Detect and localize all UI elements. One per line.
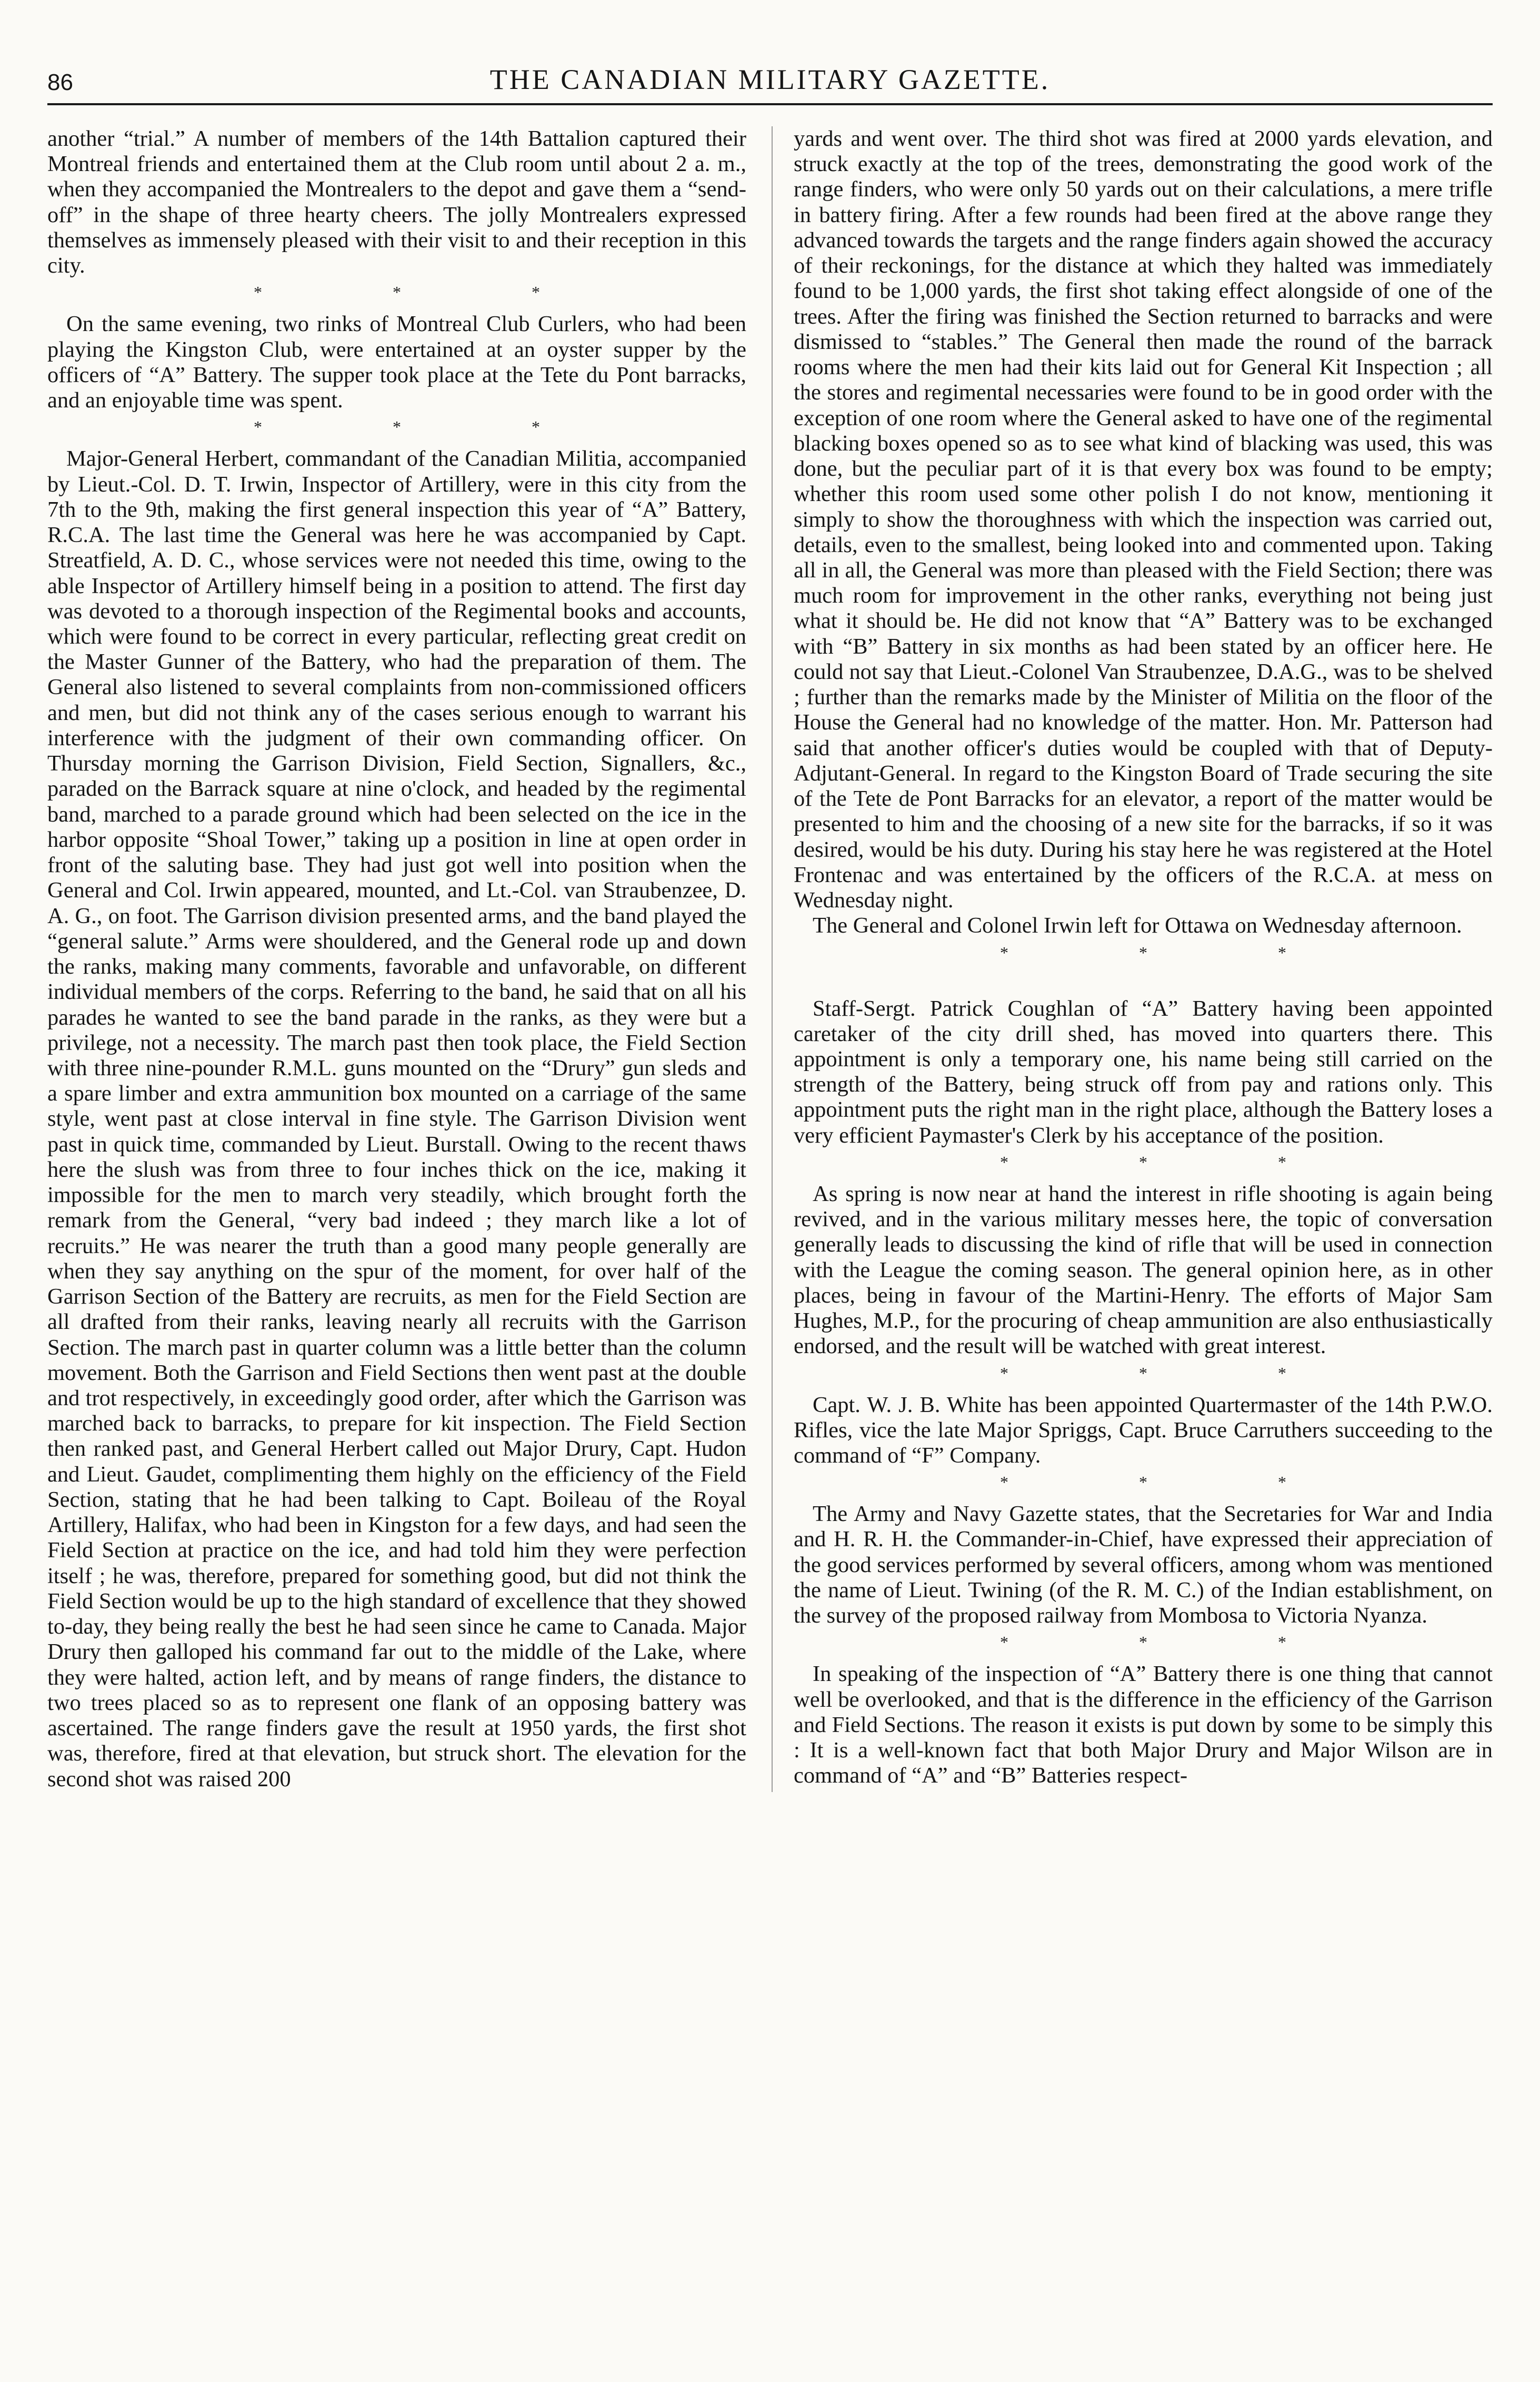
spacer [794, 972, 1493, 996]
section-separator: * * * [1000, 1473, 1349, 1492]
right-column [772, 126, 1493, 1792]
left-column [47, 126, 746, 1792]
paragraph-general-herbert-inspection: Major-General Herbert, commandant of the Canadian Militia, accompanied by Lieut.-Col. D. T. Irwin, Inspector of Artillery, were in this city from the 7th to the 9th, making the first general inspection this year of “A” Battery, R.C.A. The last time the General was here he was accompanied by Capt. Streatfield, A. D. C., whose services were not needed this time, owing to the able Inspector of Artillery himself being in a position to attend. The first day was devoted to a thorough inspection of the Regimental books and accounts, which were found to be correct in every particular, reflecting great credit on the Master Gunner of the Battery, who had the preparation of them. The General also listened to several complaints from non-commissioned officers and men, but did not think any of the cases serious enough to warrant his interference with the judgment of their own commanding officer. On Thursday morning the Garrison Division, Field Section, Signallers, &c., paraded on the Barrack square at nine o'clock, and headed by the regimental band, marched to a parade ground which had been selected on the ice in the harbor opposite “Shoal Tower,” taking up a position in line at open order in front of the saluting base. They had just got well into position when the General and Col. Irwin appeared, mounted, and Lt.-Col. van Straubenzee, D. A. G., on foot. The Garrison division presented arms, and the band played the “general salute.” Arms were shouldered, and the General rode up and down the ranks, making many comments, favorable and unfavorable, on different individual members of the corps. Referring to the band, he said that on all his parades he wanted to see the band parade in the ranks, as they were but a privilege, not a necessity. The march past then took place, the Field Section with three nine-pounder R.M.L. guns mounted on the “Drury” gun sleds and a spare limber and extra ammunition box mounted on a carriage of the same style, went past at close interval in fine style. The Garrison Division went past in quick time, commanded by Lieut. Burstall. Owing to the recent thaws here the slush was from three to four inches thick on the ice, making it impossible for the men to march very steadily, which brought forth the remark from the General, “very bad indeed ; they march like a lot of recruits.” He was nearer the truth than a good many people generally are when they say anything on the spur of the moment, for over half of the Garrison Section of the Battery are recruits, as men for the Field Section are all drafted from their ranks, leaving nearly all recruits with the Garrison Section. The march past in quarter column was a little better than the column movement. Both the Garrison and Field Sections then went past at the double and trot respectively, in exceedingly good order, after which the Garrison was marched back to barracks, to prepare for kit inspection. The Field Section then ranked past, and General Herbert called out Major Drury, Capt. Hudon and Lieut. Gaudet, complimenting them highly on the efficiency of the Field Section, stating that he had been talking to Capt. Boileau of the Royal Artillery, Halifax, who had been in Kingston for a few days, and had seen the Field Section at practice on the ice, and had told him they were perfection itself ; he was, therefore, prepared for something good, but did not think the Field Section would be up to the high standard of excellence that they showed to-day, they being really the best he had seen since he came to Canada. Major Drury then galloped his command far out to the middle of the Lake, where they were halted, action left, and by means of range finders, the distance to two trees placed so as to represent one flank of an opposing battery was ascertained. The range finders gave the result at 1950 yards, the first shot was, therefore, fired at that elevation, but struck short. The elevation for the second shot was raised 200 [47, 446, 746, 1791]
paragraph-army-navy-gazette: The Army and Navy Gazette states, that the Secretaries for War and India and H. R. H. the Commander-in-Chief, have expressed their appreciation of the good services performed by several officers, among whom was mentioned the name of Lieut. Twining (of the R. M. C.) of the Indian establishment, on the survey of the proposed railway from Mombosa to Victoria Nyanza. [794, 1502, 1493, 1628]
paragraph-rifle-shooting: As spring is now near at hand the interest in rifle shooting is again being revived, and in the various military messes here, the topic of conversation generally leads to discussing the kind of rifle that will be used in connection with the League the coming season. The general opinion here, as in other places, being in favour of the Martini-Henry. The efforts of Major Sam Hughes, M.P., for the procuring of cheap ammunition are also enthusiastically endorsed, and the result will be watched with great interest. [794, 1181, 1493, 1359]
section-separator: * * * [1000, 1633, 1349, 1652]
paragraph-staff-sergt-coughlan: Staff-Sergt. Patrick Coughlan of “A” Battery having been appointed caretaker of the city drill shed, has moved into quarters there. This appointment is only a temporary one, his name being still carried on the strength of the Battery, being struck off from pay and rations only. This appointment puts the right man in the right place, although the Battery loses a very efficient Paymaster's Clerk by his acceptance of the position. [794, 996, 1493, 1148]
article-columns [47, 126, 1493, 1792]
paragraph-14th-battalion: another “trial.” A number of members of the 14th Battalion captured their Montreal friends and entertained them at the Club room until about 2 a. m., when they accompanied the Montrealers to the depot and gave them a “send-off” in the shape of three hearty cheers. The jolly Montrealers expressed themselves as immensely pleased with their visit to and their reception in this city. [47, 126, 746, 278]
paragraph-curlers-supper: On the same evening, two rinks of Montreal Club Curlers, who had been playing the Kingston Club, were entertained at an oyster supper by the officers of “A” Battery. The supper took place at the Tete du Pont barracks, and an enjoyable time was spent. [47, 312, 746, 413]
paragraph-battery-efficiency: In speaking of the inspection of “A” Battery there is one thing that cannot well be overlooked, and that is the difference in the efficiency of the Garrison and Field Sections. The reason it exists is put down by some to be simply this : It is a well-known fact that both Major Drury and Major Wilson are in command of “A” and “B” Batteries respect- [794, 1662, 1493, 1788]
running-head [47, 63, 1493, 105]
section-separator: * * * [1000, 943, 1349, 962]
section-separator: * * * [1000, 1363, 1349, 1383]
journal-title: THE CANADIAN MILITARY GAZETTE. [489, 64, 1051, 95]
paragraph-departure: The General and Colonel Irwin left for Ottawa on Wednesday afternoon. [813, 913, 1462, 938]
section-separator: * * * [1000, 1152, 1349, 1172]
section-separator: * * * [254, 283, 603, 302]
paragraph-quartermaster-appointment: Capt. W. J. B. White has been appointed Quartermaster of the 14th P.W.O. Rifles, vice the late Major Spriggs, Capt. Bruce Carruthers succeeding to the command of “F” Company. [794, 1392, 1493, 1468]
page-number: 86 [47, 69, 73, 95]
paragraph-inspection-continued: yards and went over. The third shot was fired at 2000 yards elevation, and struck exactly at the top of the trees, demonstrating the good work of the range finders, who were only 50 yards out on their calculations, a mere trifle in battery firing. After a few rounds had been fired at the above range they advanced towards the targets and the range finders again showed the accuracy of their reckonings, for the distance at which they halted was immediately found to be 1,000 yards, the first shot taking effect alongside of one of the trees. After the firing was finished the Section returned to barracks and were dismissed to “stables.” The General then made the round of the barrack rooms where the men had their kits laid out for General Kit Inspection ; all the stores and regimental necessaries were found to be in good order with the exception of one room where the General asked to have one of the regimental blacking boxes opened so as to see what kind of blacking was used, this was done, but the peculiar part of it is that every box was found to be empty; whether this room used some other polish I do not know, mentioning it simply to show the thoroughness with which the inspection was carried out, details, even to the smallest, being looked into and commented upon. Taking all in all, the General was more than pleased with the Field Section; there was much room for improvement in the other ranks, everything not being just what it should be. He did not know that “A” Battery was to be exchanged with “B” Battery in six months as had been stated by an officer here. He could not say that Lieut.-Colonel Van Straubenzee, D.A.G., was to be shelved ; further than the remarks made by the Minister of Militia on the floor of the House the General had no knowledge of the matter. Hon. Mr. Patterson had said that another officer's duties would be coupled with that of Deputy-Adjutant-General. In regard to the Kingston Board of Trade securing the site of the Tete de Pont Barracks for an elevator, a report of the matter would be presented to him and the choosing of a new site for the barracks, if so it was desired, would be his duty. During his stay here he was registered at the Hotel Frontenac and was entertained by the officers of the R.C.A. at mess on Wednesday night. [794, 126, 1493, 913]
section-separator: * * * [254, 417, 603, 437]
